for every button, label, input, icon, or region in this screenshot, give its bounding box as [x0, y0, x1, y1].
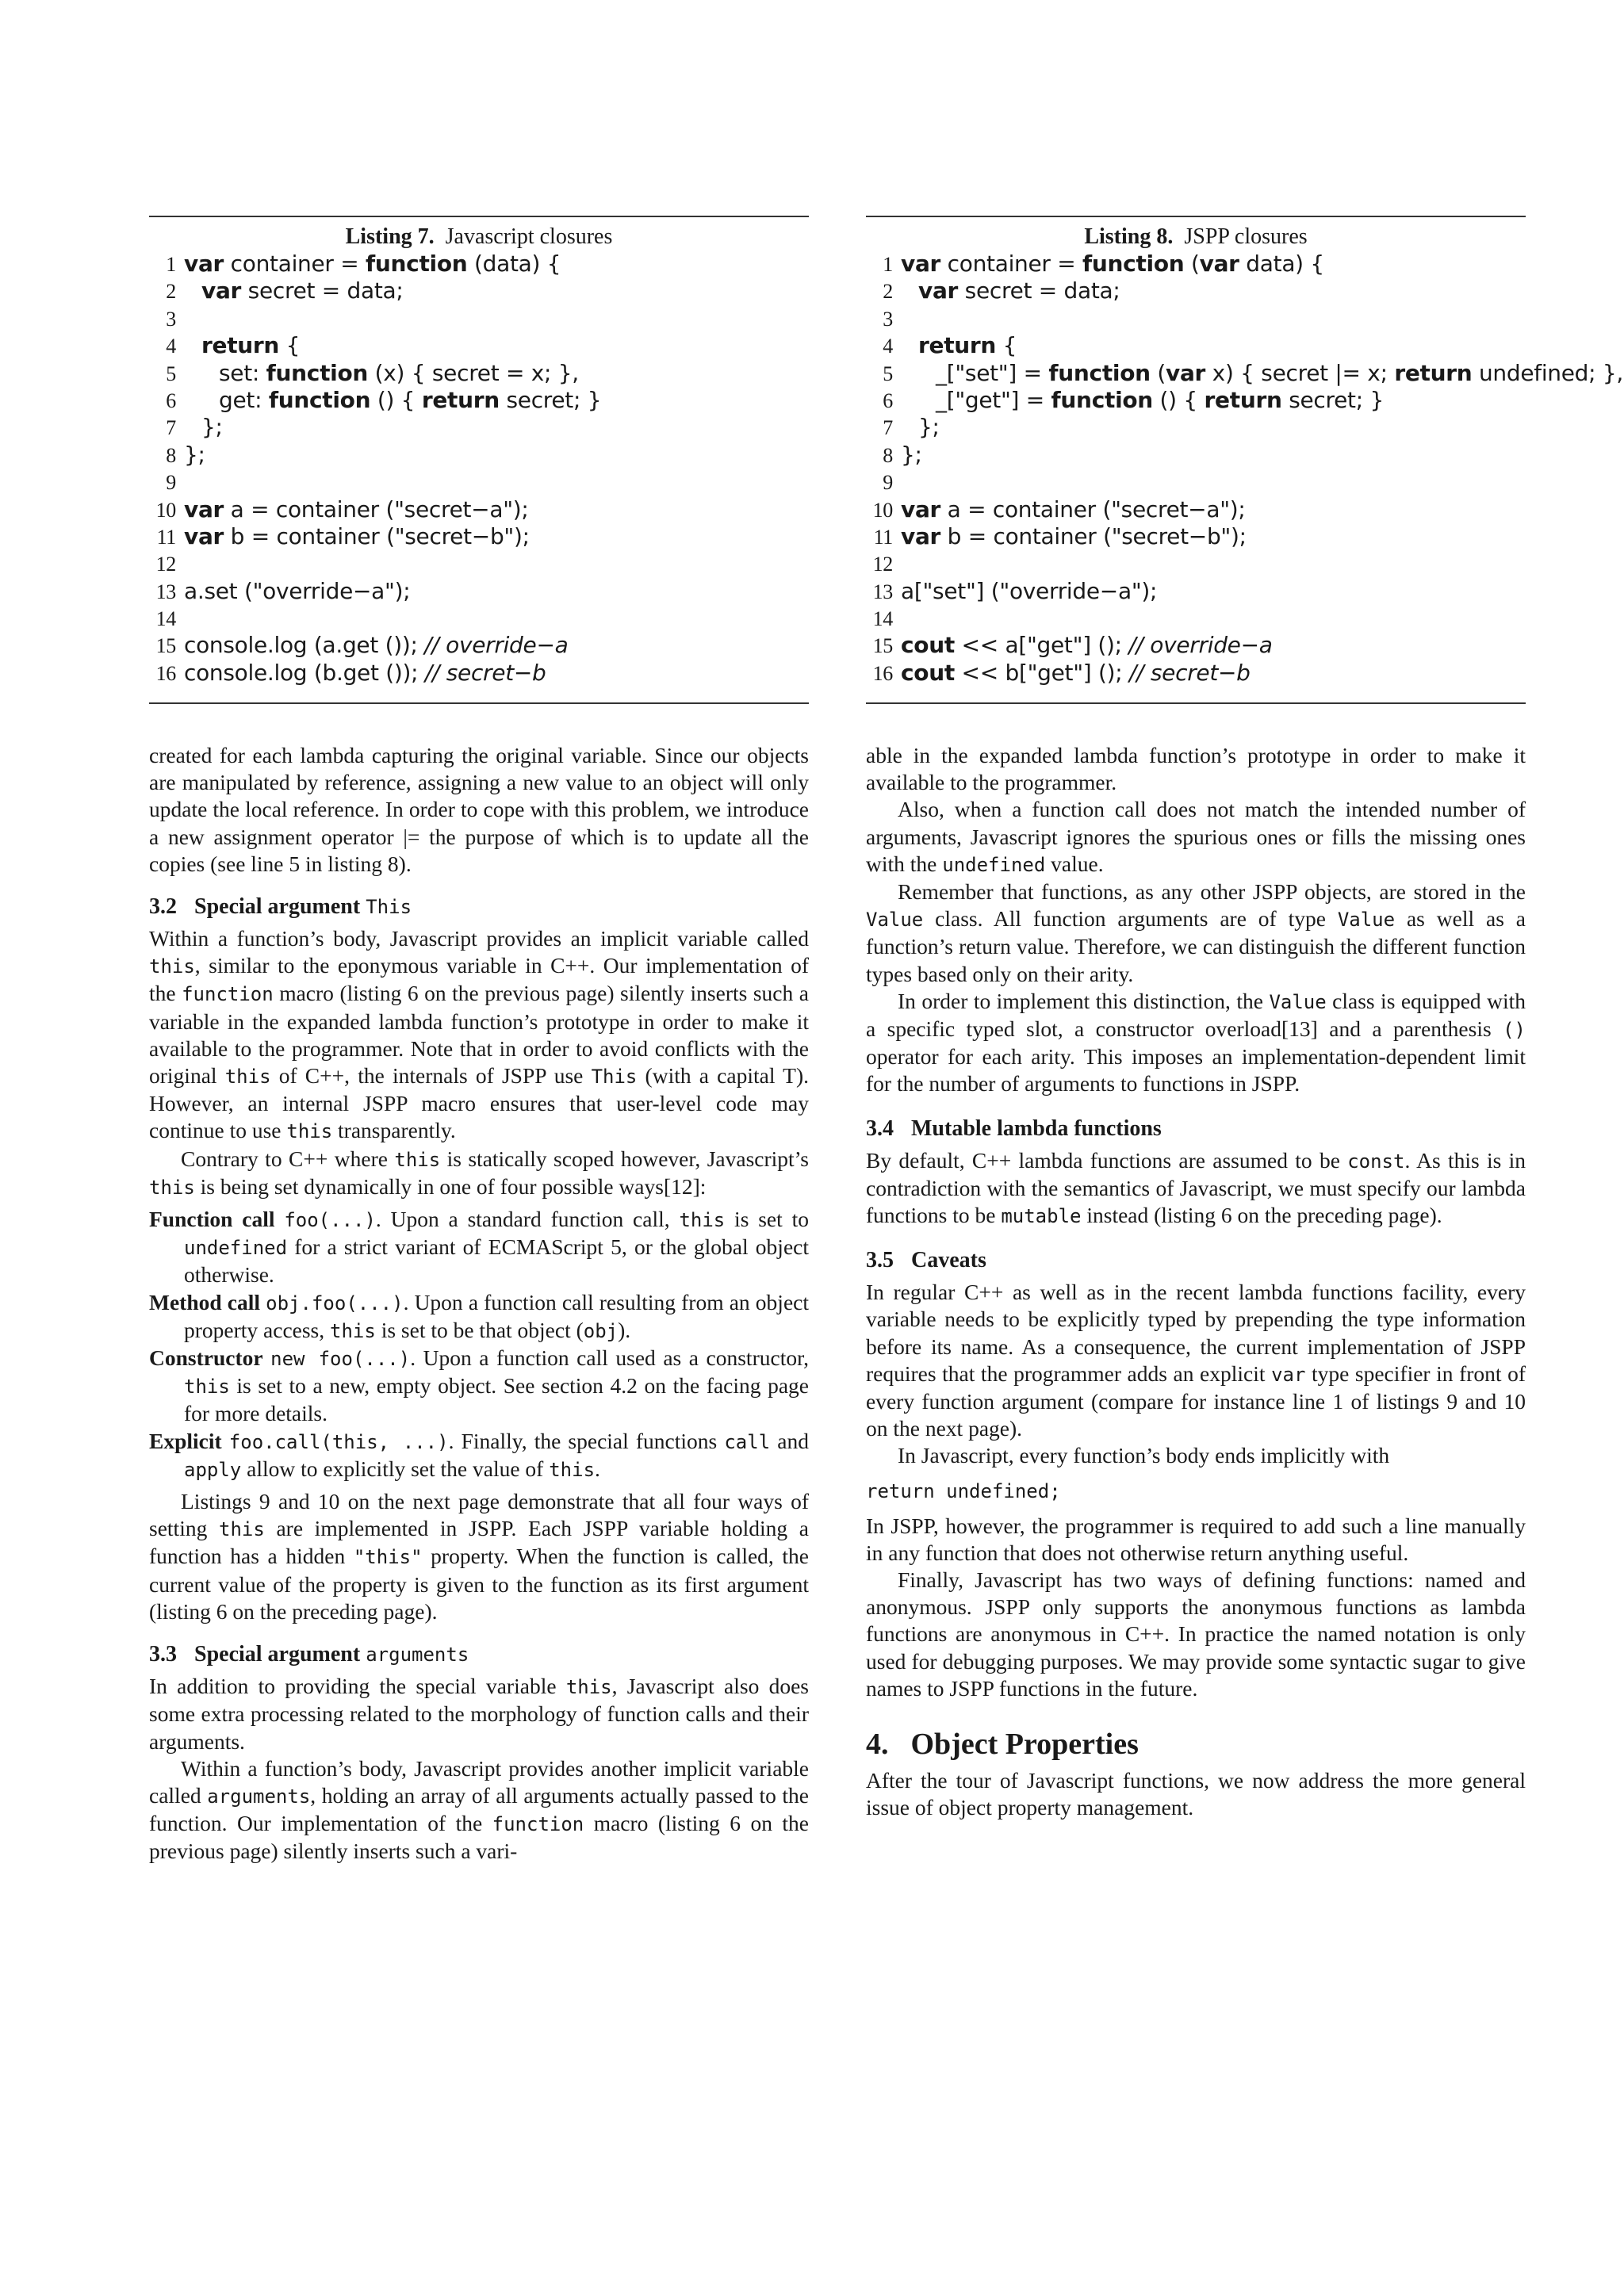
- comment: // override−a: [424, 632, 569, 659]
- text-run: for a strict variant of ECMAScript 5, or the global object otherwise.: [184, 1234, 809, 1288]
- code-snippet: return undefined;: [866, 1479, 1061, 1502]
- keyword: cout: [901, 632, 955, 659]
- line-number: 3: [166, 307, 176, 331]
- keyword: var: [901, 496, 941, 522]
- line-number: 10: [155, 498, 176, 522]
- inline-code: undefined: [942, 853, 1046, 876]
- paragraph: After the tour of Javascript functions, we now address the more general issue of object property management.: [866, 1768, 1526, 1820]
- text-run: is statically scoped however, Javascript’s: [440, 1146, 810, 1171]
- code-line: [866, 523, 1526, 550]
- text-run: is set to a new, empty object. See section 4.2 on the facing page for more details.: [184, 1373, 809, 1426]
- text-run: is set to be that object (: [375, 1317, 584, 1342]
- code-text: console.log (b.get ());: [184, 659, 425, 686]
- code-line: [149, 632, 809, 659]
- keyword: function: [268, 386, 371, 413]
- inline-code: const: [1347, 1150, 1405, 1173]
- keyword: cout: [901, 659, 955, 686]
- text-run: of C++, the internals of JSPP use: [270, 1063, 592, 1089]
- text-run: transparently.: [332, 1118, 456, 1143]
- line-number: 16: [872, 661, 893, 685]
- code-text: };: [184, 441, 205, 468]
- code-line: [866, 550, 1526, 577]
- code-text: a.set ("override−a");: [184, 577, 411, 604]
- keyword: var: [1166, 359, 1206, 386]
- this-binding-list: [149, 1206, 809, 1483]
- code-text: };: [901, 441, 922, 468]
- text-run: (with a capital T). However, an internal JSPP macro ensures that user-level code may continue to use: [149, 1063, 809, 1143]
- text-run: In order to implement this distinction, the: [898, 988, 1270, 1013]
- keyword: return: [421, 386, 500, 413]
- text-run: [222, 1429, 229, 1453]
- code-line: [866, 359, 1623, 387]
- inline-code: undefined: [184, 1237, 288, 1260]
- section-3-2-heading: 3.2 Special argument This: [149, 894, 412, 920]
- line-number: 8: [166, 443, 176, 467]
- code-line: [866, 277, 1526, 304]
- definition-term: Constructor: [149, 1345, 263, 1371]
- keyword: var: [201, 277, 242, 304]
- paragraph: able in the expanded lambda function’s prototype in order to make it available to the programmer.: [866, 743, 1526, 795]
- code-line: [149, 660, 809, 687]
- code-line: [866, 387, 1526, 414]
- inline-code: (): [1503, 1019, 1526, 1042]
- line-number: 1: [883, 253, 893, 276]
- text-run: as well as a function’s return value. Therefore, we can distinguish the different function types based only on their arity.: [866, 906, 1526, 986]
- text-run: class is equipped with a specific typed slot, a constructor overload[13] and a parenthesis: [866, 988, 1526, 1042]
- inline-code: function: [182, 983, 274, 1006]
- code-text: b = container ("secret−b");: [940, 522, 1247, 549]
- text-run: type specifier in front of every function argument (compare for instance line 1 of listings 9 and 10 on the next page).: [866, 1360, 1526, 1441]
- left-prose: [149, 742, 809, 1866]
- line-number: 2: [166, 280, 176, 304]
- inline-code: Value: [866, 909, 924, 932]
- line-number: 6: [166, 388, 176, 412]
- text-run: By default, C++ lambda functions are assumed to be: [866, 1147, 1348, 1173]
- text-run: In addition to providing the special variable: [149, 1674, 566, 1699]
- inline-code: this: [286, 1120, 333, 1143]
- code-text: (x) { secret = x; },: [368, 359, 579, 386]
- listing-8-label: Listing 8.: [1084, 224, 1174, 249]
- code-text: (: [1150, 359, 1166, 386]
- definition-item: [149, 1428, 809, 1483]
- line-number: 10: [872, 498, 893, 522]
- code-line: [149, 277, 809, 304]
- code-text: () {: [1152, 386, 1205, 413]
- keyword: return: [1204, 386, 1282, 413]
- code-line: [866, 442, 1526, 469]
- code-line: [866, 469, 1526, 496]
- line-number: 13: [872, 580, 893, 603]
- text-run: macro (listing 6 on the previous page) silently inserts such a variable in the expanded lambda function’s prototype in order to make it available to the programmer. Note that in order to avoid conflicts with the original: [149, 981, 809, 1089]
- text-run: Also, when a function call does not match the intended number of arguments, Javascript ignores the spurious ones or fills the missing ones with the: [866, 797, 1526, 876]
- code-text: _["get"] =: [936, 386, 1051, 413]
- code-line: [866, 332, 1526, 359]
- definition-term: Method call: [149, 1289, 261, 1314]
- line-number: 12: [155, 553, 176, 576]
- text-run: and: [770, 1428, 809, 1453]
- code-line: [149, 251, 809, 277]
- line-number: 16: [155, 661, 176, 685]
- section-4-heading: 4. Object Properties: [866, 1728, 1139, 1762]
- paragraph: created for each lambda capturing the original variable. Since our objects are manipulated by reference, assigning a new value to an object will only update the local reference. In order to cope with this problem, we introduce a new assignment operator |= the purpose of which is to update all the copies (see line 5 in listing 8).: [149, 743, 809, 876]
- text-run: are implemented in JSPP. Each JSPP variable holding a function has a hidden: [149, 1516, 809, 1569]
- line-number: 11: [873, 525, 893, 549]
- code-text: secret = data;: [241, 277, 404, 304]
- code-text: console.log (a.get ());: [184, 632, 425, 659]
- code-text: << b["get"] ();: [954, 659, 1130, 686]
- listing-7-title: Javascript closures: [445, 224, 613, 249]
- code-line: [149, 578, 809, 605]
- listing-8-caption: [866, 224, 1526, 251]
- line-number: 4: [883, 335, 893, 358]
- code-text: a["set"] ("override−a");: [901, 577, 1158, 604]
- code-text: undefined; },: [1472, 359, 1623, 386]
- keyword: var: [184, 251, 224, 277]
- inline-code: obj: [583, 1319, 619, 1342]
- text-run: instead (listing 6 on the preceding page).: [1081, 1203, 1442, 1228]
- text-run: . As this is in contradiction with the semantics of Javascript, we must specify our lambda functions to be: [866, 1147, 1526, 1228]
- code-line: [149, 305, 809, 332]
- inline-code: Value: [1337, 909, 1396, 932]
- paragraph: [149, 1146, 809, 1201]
- keyword: function: [1048, 359, 1151, 386]
- text-run: , similar to the eponymous variable in C++. Our implementation of the: [149, 953, 809, 1006]
- inline-code: call: [724, 1430, 771, 1453]
- code-text: a = container ("secret−a");: [940, 496, 1246, 522]
- line-number: 4: [166, 335, 176, 358]
- text-run: [263, 1345, 271, 1370]
- inline-code: apply: [184, 1458, 242, 1481]
- paragraph: [866, 988, 1526, 1098]
- paragraph: [149, 1755, 809, 1866]
- definition-item: [149, 1289, 809, 1345]
- code-line: [866, 632, 1526, 659]
- definition-item: [149, 1206, 809, 1289]
- paragraph: [866, 1147, 1526, 1230]
- code-text: secret; }: [1281, 386, 1384, 413]
- line-number: 9: [166, 471, 176, 495]
- line-number: 14: [872, 607, 893, 631]
- text-run: [275, 1207, 285, 1231]
- listing-8-title: JSPP closures: [1184, 224, 1308, 249]
- code-line: [149, 414, 809, 441]
- inline-code: arguments: [207, 1785, 311, 1808]
- inline-code: this: [149, 1176, 195, 1199]
- code-line: [866, 660, 1526, 687]
- code-line: [149, 332, 809, 359]
- text-run: ).: [618, 1317, 631, 1342]
- code-text: secret = data;: [958, 277, 1120, 304]
- code-text: set:: [219, 359, 266, 386]
- line-number: 9: [883, 471, 893, 495]
- paragraph: [149, 925, 809, 1146]
- inline-code: this: [565, 1676, 612, 1699]
- text-run: macro (listing 6 on the previous page) silently inserts such a vari-: [149, 1811, 809, 1864]
- code-line: [149, 469, 809, 496]
- line-number: 5: [166, 362, 176, 385]
- text-run: .: [595, 1456, 600, 1481]
- text-run: is set to: [725, 1207, 809, 1232]
- paragraph: [149, 1673, 809, 1755]
- text-run: , holding an array of all arguments actually passed to the function. Our implementation of the: [149, 1782, 809, 1836]
- paragraph: [866, 878, 1526, 988]
- paragraph: [149, 1488, 809, 1625]
- definition-term: Function call: [149, 1207, 275, 1232]
- paragraph: [866, 796, 1526, 878]
- inline-code: this: [219, 1518, 265, 1541]
- code-text: << a["get"] ();: [954, 632, 1129, 659]
- text-run: . Upon a standard function call,: [375, 1207, 680, 1232]
- section-3-5-heading: 3.5 Caveats: [866, 1248, 986, 1273]
- keyword: var: [184, 522, 224, 549]
- text-run: Contrary to C++ where: [181, 1146, 395, 1171]
- text-run: property. When the function is called, the current value of the property is given to the function as its first argument (listing 6 on the preceding page).: [149, 1544, 809, 1624]
- code-text: a = container ("secret−a");: [224, 496, 529, 522]
- paragraph: In JSPP, however, the programmer is required to add such a line manually in any function that does not otherwise return anything useful.: [866, 1513, 1526, 1565]
- code-text: {: [996, 332, 1017, 359]
- line-number: 7: [166, 416, 176, 440]
- code-text: secret; }: [499, 386, 602, 413]
- line-number: 2: [883, 280, 893, 304]
- code-text: get:: [219, 386, 269, 413]
- right-prose: [866, 742, 1526, 1822]
- code-text: (data) {: [467, 251, 561, 277]
- inline-code: var: [1271, 1363, 1306, 1386]
- line-number: 5: [883, 362, 893, 385]
- inline-code: this: [184, 1376, 230, 1399]
- code-text: _["set"] =: [936, 359, 1049, 386]
- text-run: Listings 9 and 10 on the next page demonstrate that all four ways of setting: [149, 1489, 809, 1541]
- inline-code: function: [492, 1813, 584, 1836]
- text-run: operator for each arity. This imposes an implementation-dependent limit for the number of arguments to functions in JSPP.: [866, 1044, 1526, 1096]
- text-run: In regular C++ as well as in the recent lambda functions facility, every variable needs to be explicitly typed by prepending the type information before its name. As a consequence, the current implementation of JSPP requires that the programmer adds an explicit: [866, 1280, 1526, 1386]
- code-line: [866, 305, 1526, 332]
- comment: // secret−b: [1129, 659, 1251, 686]
- listing-7-caption: [149, 224, 809, 251]
- keyword: var: [918, 277, 959, 304]
- inline-code: this: [549, 1458, 596, 1481]
- text-run: is being set dynamically in one of four possible ways[12]:: [194, 1173, 707, 1199]
- code-line: [149, 605, 809, 632]
- keyword: function: [1082, 251, 1185, 277]
- inline-code: foo.call(this, ...): [228, 1430, 449, 1453]
- line-number: 12: [872, 553, 893, 576]
- listing-7-label: Listing 7.: [345, 224, 435, 249]
- line-number: 15: [155, 634, 176, 658]
- line-number: 11: [156, 525, 176, 549]
- inline-code: This: [591, 1066, 638, 1089]
- code-text: };: [918, 414, 940, 441]
- code-text: };: [201, 414, 223, 441]
- listing-7-code: [149, 251, 809, 687]
- listing-7: [149, 216, 809, 704]
- code-text: () {: [370, 386, 422, 413]
- inline-code: this: [679, 1209, 726, 1232]
- text-run: . Finally, the special functions: [448, 1428, 725, 1453]
- code-line: [149, 442, 809, 469]
- text-run: allow to explicitly set the value of: [241, 1456, 550, 1481]
- code-line: [866, 251, 1526, 277]
- text-run: . Upon a function call used as a constructor,: [410, 1345, 810, 1371]
- section-3-3-heading: 3.3 Special argument arguments: [149, 1642, 469, 1667]
- inline-code: new foo(...): [270, 1348, 411, 1371]
- listing-8: [866, 216, 1623, 704]
- keyword: var: [901, 522, 941, 549]
- line-number: 13: [155, 580, 176, 603]
- inline-code: mutable: [1001, 1205, 1082, 1228]
- paragraph: Finally, Javascript has two ways of defining functions: named and anonymous. JSPP only supports the anonymous functions as lambda functions are anonymous in C++. In practice the named notation is only used for debugging purposes. We may provide some syntactic sugar to give names to JSPP functions in the future.: [866, 1567, 1526, 1701]
- section-3-4-heading: 3.4 Mutable lambda functions: [866, 1115, 1162, 1141]
- inline-code: foo(...): [284, 1209, 376, 1232]
- inline-code: Value: [1269, 990, 1327, 1013]
- comment: // override−a: [1128, 632, 1273, 659]
- code-text: (: [1184, 251, 1200, 277]
- keyword: return: [201, 332, 280, 359]
- keyword: var: [901, 251, 941, 277]
- inline-code: this: [224, 1066, 271, 1089]
- inline-code: obj.foo(...): [266, 1292, 404, 1314]
- code-line: [866, 578, 1526, 605]
- inline-code: this: [394, 1148, 441, 1171]
- paragraph: [866, 1279, 1526, 1442]
- code-line: [149, 550, 809, 577]
- line-number: 6: [883, 388, 893, 412]
- line-number: 8: [883, 443, 893, 467]
- line-number: 14: [155, 607, 176, 631]
- text-run: . Upon a function call resulting from an object property access,: [184, 1289, 809, 1342]
- code-text: data) {: [1239, 251, 1324, 277]
- inline-code: this: [330, 1319, 376, 1342]
- keyword: var: [1199, 251, 1239, 277]
- text-run: value.: [1045, 851, 1104, 876]
- text-run: , Javascript also does some extra processing related to the morphology of function calls and their arguments.: [149, 1674, 809, 1754]
- code-line: [149, 496, 809, 523]
- keyword: var: [184, 496, 224, 522]
- line-number: 7: [883, 416, 893, 440]
- keyword: return: [918, 332, 997, 359]
- line-number: 3: [883, 307, 893, 331]
- listing-8-code: [866, 251, 1623, 687]
- code-line: [866, 496, 1526, 523]
- line-number: 1: [166, 253, 176, 276]
- code-line: [149, 387, 809, 414]
- code-text: {: [279, 332, 301, 359]
- code-text: container =: [940, 251, 1082, 277]
- code-line: [149, 360, 809, 387]
- code-text: x) { secret |= x;: [1205, 359, 1395, 386]
- comment: // secret−b: [424, 659, 546, 686]
- code-text: container =: [224, 251, 366, 277]
- text-run: Within a function’s body, Javascript provides an implicit variable called: [149, 926, 809, 951]
- paragraph: In Javascript, every function’s body ends implicitly with: [898, 1443, 1390, 1468]
- code-line: [149, 523, 809, 550]
- keyword: return: [1394, 359, 1473, 386]
- inline-code: "this": [353, 1546, 423, 1569]
- definition-item: [149, 1345, 809, 1428]
- code-text: b = container ("secret−b");: [224, 522, 530, 549]
- keyword: function: [1051, 386, 1153, 413]
- inline-code: this: [149, 955, 195, 978]
- text-run: Within a function’s body, Javascript provides another implicit variable called: [149, 1755, 809, 1808]
- line-number: 15: [872, 634, 893, 658]
- definition-term: Explicit: [149, 1428, 222, 1453]
- keyword: function: [266, 359, 369, 386]
- text-run: Remember that functions, as any other JSPP objects, are stored in the: [898, 879, 1526, 905]
- code-line: [866, 414, 1526, 441]
- text-run: class. All function arguments are of type: [923, 906, 1338, 932]
- code-line: [866, 605, 1526, 632]
- keyword: function: [366, 251, 468, 277]
